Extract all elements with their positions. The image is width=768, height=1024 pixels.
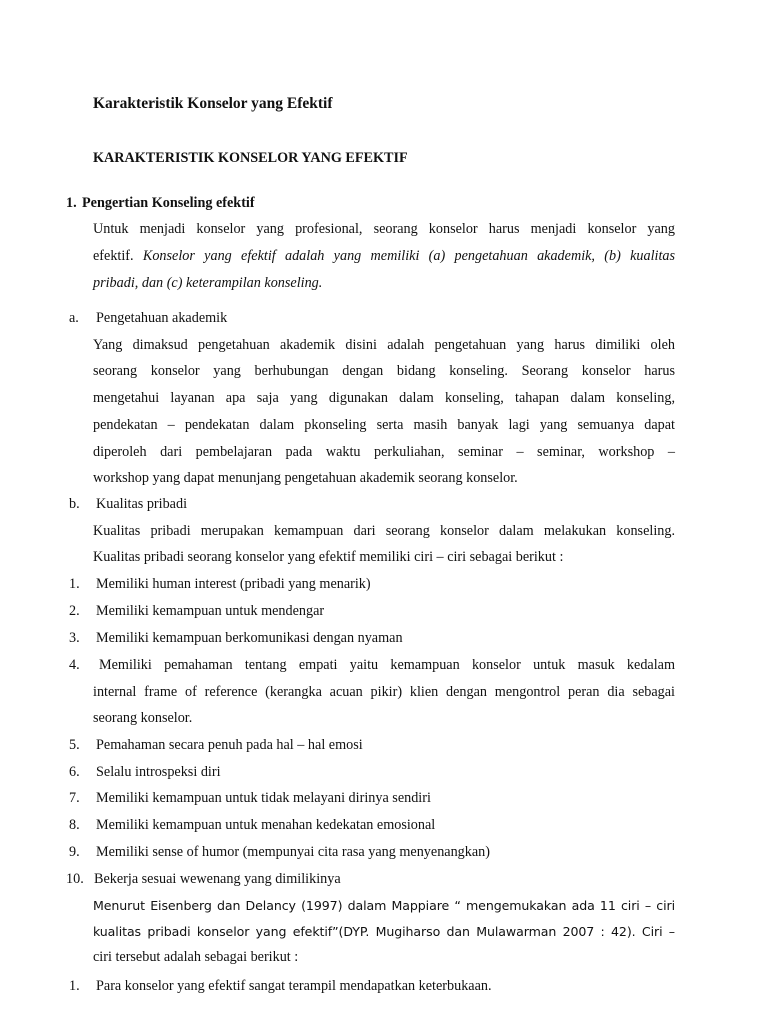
intro-line-2: [93, 246, 675, 266]
quote-line-2: kualitas pribadi konselor yang efektif”(DYP. Mugiharso dan Mulawarman 2007 : 42). Ciri –: [93, 924, 675, 939]
list-item-continuation: internal frame of reference (kerangka acuan pikir) klien dengan mengontrol peran dia sebagai: [93, 684, 675, 700]
list-item-number: 5.: [69, 737, 80, 753]
sub-a-line: mengetahui layanan apa saja yang digunakan dalam konseling, tahapan dalam konseling,: [93, 390, 675, 406]
list2-item-text: Para konselor yang efektif sangat terampil mendapatkan keterbukaan.: [96, 978, 492, 994]
intro-line-3: pribadi, dan (c) keterampilan konseling.: [93, 275, 323, 291]
intro-line-2-regular: efektif.: [93, 248, 134, 264]
list-item-number: 3.: [69, 630, 80, 646]
sub-a-line: diperoleh dari pembelajaran pada waktu perkuliahan, seminar – seminar, workshop –: [93, 444, 675, 460]
list-item-text: Memiliki sense of humor (mempunyai cita rasa yang menyenangkan): [96, 844, 490, 860]
doc-title: Karakteristik Konselor yang Efektif: [93, 95, 333, 112]
list-item-text: Memiliki kemampuan berkomunikasi dengan nyaman: [96, 630, 403, 646]
list-item-continuation: seorang konselor.: [93, 710, 193, 726]
list-item-text: Selalu introspeksi diri: [96, 764, 221, 780]
sub-b-marker: b.: [69, 496, 80, 512]
list-item-number: 1.: [69, 576, 80, 592]
sub-a-line: workshop yang dapat menunjang pengetahuan akademik seorang konselor.: [93, 470, 518, 486]
section-title: Pengertian Konseling efektif: [82, 195, 255, 211]
list-item-text: Memiliki kemampuan untuk tidak melayani dirinya sendiri: [96, 790, 431, 806]
quote-line-1: Menurut Eisenberg dan Delancy (1997) dalam Mappiare “ mengemukakan ada 11 ciri – ciri: [93, 898, 675, 913]
list-item-number: 2.: [69, 603, 80, 619]
intro-line-1: Untuk menjadi konselor yang profesional, seorang konselor harus menjadi konselor yang: [93, 221, 675, 237]
list-item-number: 8.: [69, 817, 80, 833]
list-item-text: Memiliki kemampuan untuk mendengar: [96, 603, 325, 619]
sub-a-marker: a.: [69, 310, 79, 326]
sub-b-line-1: Kualitas pribadi merupakan kemampuan dari seorang konselor dalam melakukan konseling.: [93, 523, 675, 539]
list-item-number: 6.: [69, 764, 80, 780]
sub-a-line: Yang dimaksud pengetahuan akademik disini adalah pengetahuan yang harus dimiliki oleh: [93, 337, 675, 353]
sub-b-line-2: Kualitas pribadi seorang konselor yang efektif memiliki ciri – ciri sebagai berikut :: [93, 549, 564, 565]
sub-a-line: pendekatan – pendekatan dalam pkonseling serta masih banyak lagi yang semuanya dapat: [93, 417, 675, 433]
intro-line-2-italic: Konselor yang efektif adalah yang memiliki (a) pengetahuan akademik, (b) kualitas: [142, 248, 676, 264]
list-item-number: 9.: [69, 844, 80, 860]
list-item-text: Bekerja sesuai wewenang yang dimilikinya: [94, 871, 341, 887]
list-item-text: Memiliki kemampuan untuk menahan kedekatan emosional: [96, 817, 436, 833]
heading-upper: KARAKTERISTIK KONSELOR YANG EFEKTIF: [93, 150, 408, 166]
quote-line-3: ciri tersebut adalah sebagai berikut :: [93, 949, 299, 965]
section-number: 1.: [66, 195, 77, 211]
list-item-number: 10.: [66, 871, 84, 887]
list-item-text: Memiliki human interest (pribadi yang menarik): [96, 576, 371, 592]
sub-a-line: seorang konselor yang berhubungan dengan bidang konseling. Seorang konselor harus: [93, 363, 675, 379]
list-item-number: 7.: [69, 790, 80, 806]
list-item-text: Memiliki pemahaman tentang empati yaitu kemampuan konselor untuk masuk kedalam: [99, 657, 675, 673]
list-item-text: Pemahaman secara penuh pada hal – hal emosi: [96, 737, 363, 753]
sub-a-title: Pengetahuan akademik: [96, 310, 228, 326]
list-item-number: 4.: [69, 657, 80, 673]
list2-item-number: 1.: [69, 978, 80, 994]
sub-b-title: Kualitas pribadi: [96, 496, 188, 512]
